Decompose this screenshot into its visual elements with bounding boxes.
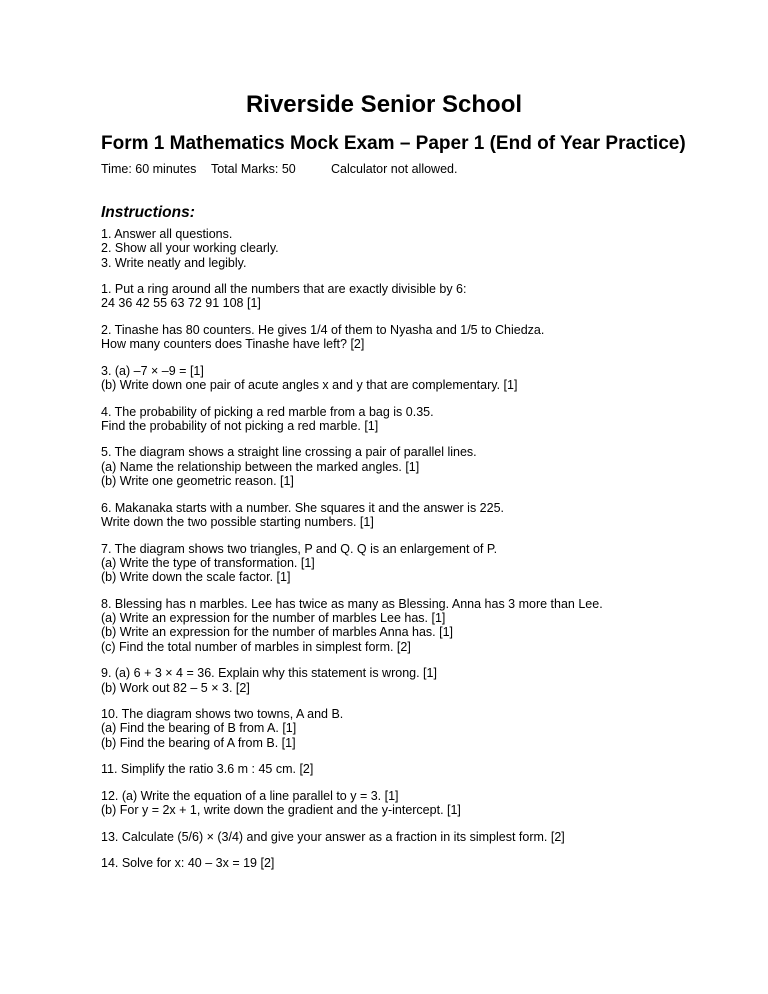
question-line: 3. (a) –7 × –9 = [1] — [101, 363, 204, 378]
question-line: 11. Simplify the ratio 3.6 m : 45 cm. [2] — [101, 762, 314, 777]
question-line: 12. (a) Write the equation of a line parallel to y = 3. [1] — [101, 788, 399, 803]
school-name: Riverside Senior School — [245, 91, 523, 118]
question-1 — [101, 282, 681, 311]
exam-total-marks: Total Marks: 50 — [211, 162, 296, 176]
question-line: 4. The probability of picking a red marble from a bag is 0.35. — [101, 404, 434, 419]
question-line: 14. Solve for x: 40 – 3x = 19 [2] — [101, 856, 275, 871]
question-line: 2. Tinashe has 80 counters. He gives 1/4 of them to Nyasha and 1/5 to Chiedza. — [101, 322, 545, 337]
instruction-item: 1. Answer all questions. — [101, 227, 233, 241]
exam-title: Form 1 Mathematics Mock Exam – Paper 1 (End of Year Practice) — [101, 133, 686, 154]
question-line: (b) Work out 82 – 5 × 3. [2] — [101, 680, 250, 695]
question-line: 9. (a) 6 + 3 × 4 = 36. Explain why this statement is wrong. [1] — [101, 666, 437, 681]
question-8 — [101, 597, 681, 654]
question-5 — [101, 445, 681, 488]
question-6 — [101, 501, 681, 530]
instructions-heading: Instructions: — [101, 204, 195, 221]
question-line: Write down the two possible starting numbers. [1] — [101, 514, 374, 529]
question-line: (b) Write down the scale factor. [1] — [101, 570, 291, 585]
question-line: (b) Write down one pair of acute angles x and y that are complementary. [1] — [101, 377, 518, 392]
question-line: (a) Name the relationship between the marked angles. [1] — [101, 459, 420, 474]
question-line: (b) Find the bearing of A from B. [1] — [101, 735, 296, 750]
question-line: 1. Put a ring around all the numbers that are exactly divisible by 6: — [101, 281, 467, 296]
question-13 — [101, 830, 681, 844]
question-line: 5. The diagram shows a straight line crossing a pair of parallel lines. — [101, 445, 477, 460]
question-14 — [101, 856, 681, 870]
question-2 — [101, 323, 681, 352]
question-line: 24 36 42 55 63 72 91 108 [1] — [101, 296, 261, 311]
question-line: 7. The diagram shows two triangles, P and Q. Q is an enlargement of P. — [101, 541, 498, 556]
question-line: 8. Blessing has n marbles. Lee has twice as many as Blessing. Anna has 3 more than Lee. — [101, 596, 603, 611]
question-line: (a) Find the bearing of B from A. [1] — [101, 721, 297, 736]
question-11 — [101, 762, 681, 776]
question-line: 6. Makanaka starts with a number. She squares it and the answer is 225. — [101, 500, 504, 515]
question-line: How many counters does Tinashe have left? [2] — [101, 337, 365, 352]
question-4 — [101, 405, 681, 434]
instruction-item: 2. Show all your working clearly. — [101, 241, 279, 256]
question-3 — [101, 364, 681, 393]
question-line: 10. The diagram shows two towns, A and B. — [101, 707, 344, 722]
question-line: Find the probability of not picking a red marble. [1] — [101, 418, 379, 433]
exam-time: Time: 60 minutes — [101, 162, 197, 176]
calculator-note: Calculator not allowed. — [331, 162, 458, 176]
question-line: 13. Calculate (5/6) × (3/4) and give your answer as a fraction in its simplest form. [2] — [101, 829, 565, 844]
question-line: (c) Find the total number of marbles in simplest form. [2] — [101, 639, 411, 654]
question-line: (b) Write one geometric reason. [1] — [101, 474, 294, 489]
question-10 — [101, 707, 681, 750]
question-7 — [101, 542, 681, 585]
question-line: (a) Write the type of transformation. [1] — [101, 555, 315, 570]
exam-meta — [101, 162, 457, 177]
question-line: (a) Write an expression for the number of marbles Lee has. [1] — [101, 611, 446, 626]
question-12 — [101, 789, 681, 818]
exam-body — [101, 227, 681, 883]
question-line: (b) Write an expression for the number of marbles Anna has. [1] — [101, 625, 454, 640]
instructions-list — [101, 227, 681, 270]
instruction-item: 3. Write neatly and legibly. — [101, 255, 247, 270]
question-line: (b) For y = 2x + 1, write down the gradient and the y-intercept. [1] — [101, 803, 461, 818]
question-9 — [101, 666, 681, 695]
